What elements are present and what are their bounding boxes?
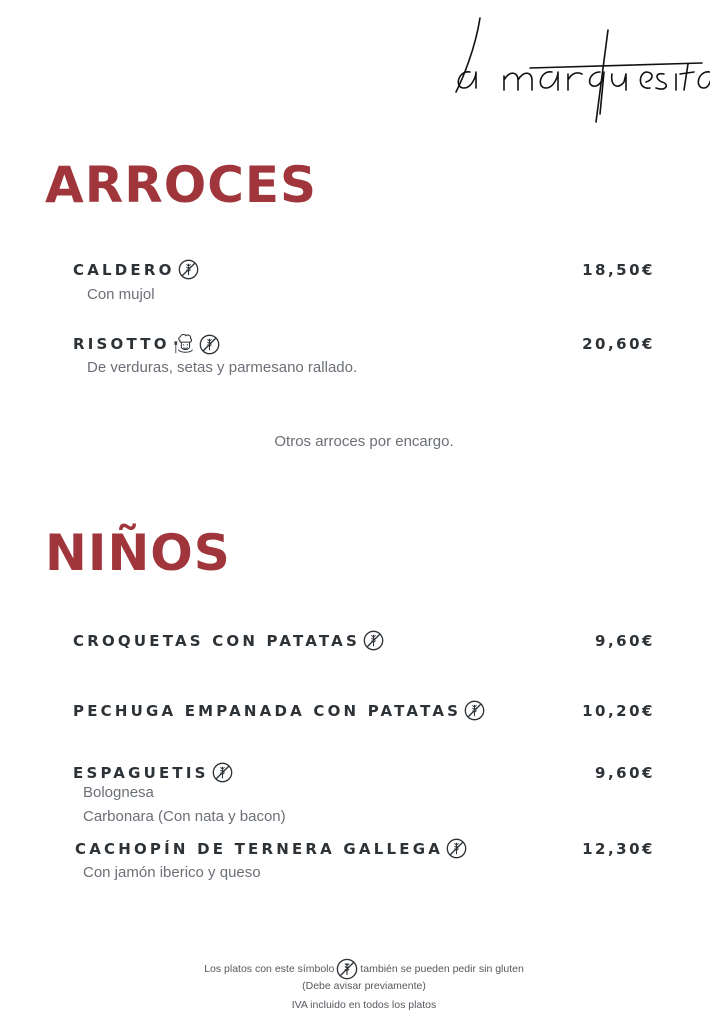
desc-risotto: De verduras, setas y parmesano rallado. — [87, 359, 358, 376]
desc-cachopin: Con jamón iberico y queso — [83, 864, 261, 881]
option-bolognesa: Bolognesa — [83, 784, 154, 801]
menu-item-pechuga — [73, 700, 485, 721]
item-name: PECHUGA EMPANADA CON PATATAS — [73, 701, 462, 720]
gluten-free-icon — [336, 958, 358, 980]
footer-gluten-before: Los platos con este símbolo — [204, 963, 335, 975]
price-croquetas: 9,60€ — [595, 632, 655, 650]
menu-item-croquetas — [73, 630, 384, 651]
item-name: RISOTTO — [73, 335, 170, 353]
section-title-arroces: ARROCES — [45, 156, 318, 214]
menu-item-caldero — [73, 259, 199, 280]
menu-item-espaguetis — [73, 762, 233, 783]
menu-item-cachopin — [75, 838, 467, 859]
gluten-free-icon — [446, 838, 467, 859]
item-name: CACHOPÍN DE TERNERA GALLEGA — [75, 839, 444, 858]
gluten-free-icon — [363, 630, 384, 651]
arroces-note: Otros arroces por encargo. — [274, 433, 454, 450]
price-cachopin: 12,30€ — [582, 840, 655, 858]
section-title-ninos: NIÑOS — [45, 524, 231, 582]
item-name: CROQUETAS CON PATATAS — [73, 631, 360, 650]
gluten-free-icon — [464, 700, 485, 721]
price-espaguetis: 9,60€ — [595, 764, 655, 782]
menu-item-risotto — [73, 333, 220, 355]
footer-vat: IVA incluido en todos los platos — [291, 999, 437, 1011]
footer-advance-notice: (Debe avisar previamente) — [302, 980, 426, 992]
chef-icon — [174, 333, 196, 355]
desc-caldero: Con mujol — [87, 286, 155, 303]
gluten-free-icon — [199, 334, 220, 355]
gluten-free-icon — [178, 259, 199, 280]
price-pechuga: 10,20€ — [582, 702, 655, 720]
option-carbonara: Carbonara (Con nata y bacon) — [83, 808, 286, 825]
logo-signature — [440, 10, 710, 130]
gluten-free-icon — [212, 762, 233, 783]
price-caldero: 18,50€ — [582, 261, 655, 279]
item-name: CALDERO — [73, 260, 175, 279]
footer-gluten-note — [0, 958, 728, 980]
footer-gluten-after: también se pueden pedir sin gluten — [360, 963, 524, 975]
price-risotto: 20,60€ — [582, 335, 655, 353]
item-name: ESPAGUETIS — [73, 763, 209, 782]
